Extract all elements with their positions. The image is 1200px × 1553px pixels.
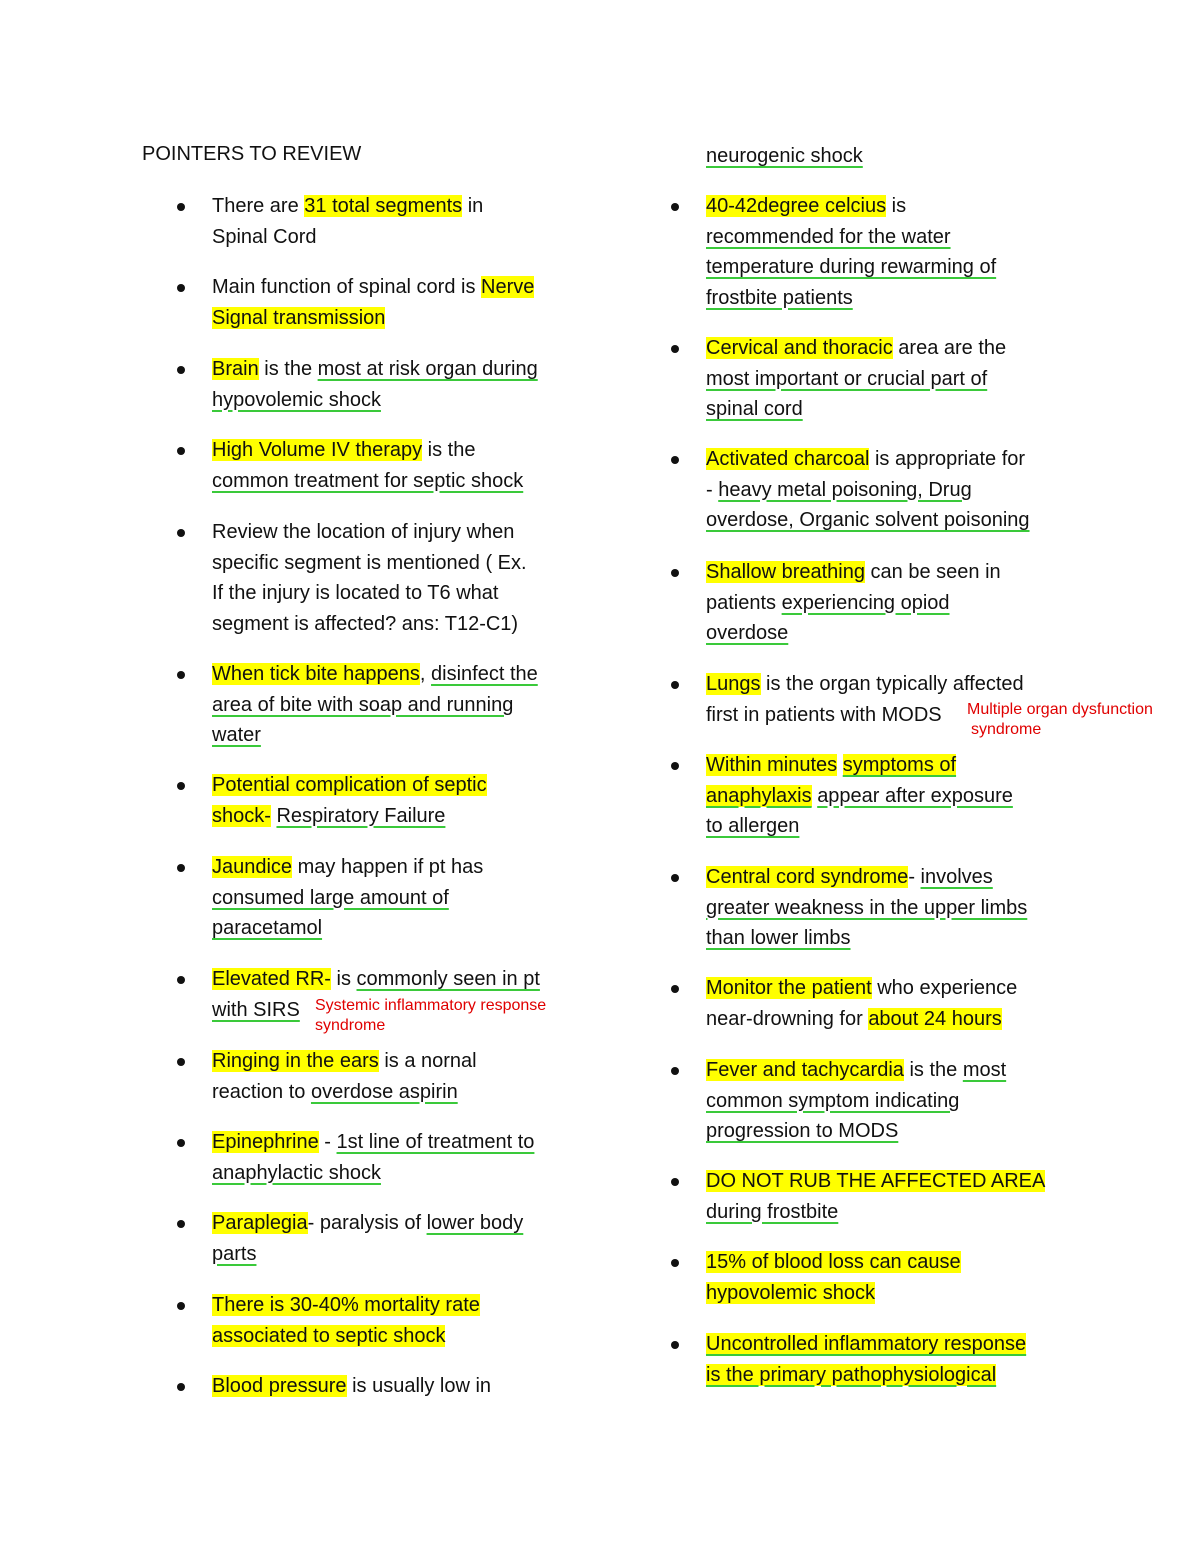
text: is bbox=[886, 195, 907, 217]
underlined-text: heavy metal poisoning, Drug bbox=[718, 478, 972, 501]
highlighted-text: Cervical and thoracic bbox=[706, 337, 893, 359]
underlined-text: overdose, Organic solvent poisoning bbox=[706, 509, 1030, 531]
highlighted-text: 40-42degree celcius bbox=[706, 195, 887, 217]
underlined-text: water bbox=[212, 724, 261, 746]
highlighted-text: Blood pressure bbox=[212, 1375, 347, 1397]
underlined-text: recommended for the water bbox=[706, 225, 951, 248]
highlighted-text: Central cord syndrome bbox=[706, 866, 909, 888]
list-item-line bbox=[212, 305, 385, 331]
highlighted-text: High Volume IV therapy bbox=[212, 439, 423, 461]
list-item-line bbox=[212, 274, 534, 300]
list-item-line bbox=[706, 193, 906, 219]
list-item-line bbox=[706, 1249, 961, 1275]
list-item-line bbox=[706, 1331, 1026, 1357]
text: area are the bbox=[892, 337, 1007, 359]
underlined-text: parts bbox=[212, 1242, 257, 1265]
underlined-text: area of bite with soap and running bbox=[212, 693, 514, 716]
bullet-icon bbox=[177, 782, 185, 790]
bullet-icon bbox=[177, 366, 185, 374]
highlighted-text: Activated charcoal bbox=[706, 448, 870, 470]
annotation-note: Systemic inflammatory response bbox=[315, 997, 547, 1014]
bullet-icon bbox=[671, 681, 679, 689]
list-item-line bbox=[212, 437, 475, 463]
list-item-line bbox=[706, 925, 851, 951]
annotation-note: syndrome bbox=[315, 1017, 386, 1034]
bullet-icon bbox=[671, 985, 679, 993]
list-item-line bbox=[706, 813, 799, 839]
text: may happen if pt has bbox=[292, 856, 484, 878]
list-item-line bbox=[212, 661, 538, 687]
text: is the organ typically affected bbox=[760, 673, 1024, 695]
underlined-text: appear after exposure bbox=[817, 784, 1013, 807]
list-item-line bbox=[706, 143, 863, 169]
bullet-icon bbox=[671, 456, 679, 464]
bullet-icon bbox=[177, 529, 185, 537]
underlined-text: greater weakness in the upper limbs bbox=[706, 896, 1028, 919]
text: is the bbox=[422, 439, 476, 461]
text: in bbox=[462, 195, 484, 217]
bullet-icon bbox=[177, 864, 185, 872]
text: first in patients with MODS bbox=[706, 703, 942, 726]
underlined-text: most at risk organ during bbox=[317, 358, 538, 380]
bullet-icon bbox=[671, 569, 679, 577]
annotation-note: syndrome bbox=[971, 721, 1042, 738]
list-item-line bbox=[706, 285, 853, 311]
highlighted-text: Brain bbox=[212, 358, 259, 380]
underlined-text: with SIRS bbox=[212, 998, 300, 1021]
text: is a nornal bbox=[378, 1050, 477, 1072]
bullet-icon bbox=[671, 762, 679, 770]
list-item-line bbox=[706, 507, 1030, 533]
list-item-line bbox=[706, 895, 1027, 921]
list-item-line bbox=[212, 611, 518, 637]
list-item-line bbox=[706, 366, 987, 392]
bullet-icon bbox=[177, 1302, 185, 1310]
highlighted-text: Nerve bbox=[481, 276, 535, 298]
underlined-text: 1st line of treatment to bbox=[336, 1131, 535, 1153]
list-item-line bbox=[706, 1199, 838, 1225]
underlined-text: neurogenic shock bbox=[706, 145, 863, 167]
text: patients bbox=[706, 591, 782, 614]
text: who experience bbox=[871, 977, 1018, 999]
text: If the injury is located to T6 what bbox=[212, 582, 499, 604]
underlined-text: progression to MODS bbox=[706, 1120, 899, 1142]
underlined-text: involves bbox=[920, 866, 993, 888]
list-item-line bbox=[706, 254, 996, 280]
list-item-line bbox=[212, 966, 540, 992]
underlined-text: common treatment for septic shock bbox=[212, 469, 524, 492]
highlighted-text: Potential complication of septic bbox=[212, 774, 487, 796]
page-title: POINTERS TO REVIEW bbox=[142, 143, 362, 165]
underlined-text: overdose aspirin bbox=[310, 1080, 458, 1103]
highlighted-text: Within minutes bbox=[706, 754, 838, 776]
list-item-line bbox=[706, 590, 950, 616]
highlighted-text: Ringing in the ears bbox=[212, 1050, 379, 1072]
highlighted-text: When tick bite happens bbox=[212, 663, 420, 685]
underlined-text: than lower limbs bbox=[706, 927, 851, 949]
bullet-icon bbox=[177, 671, 185, 679]
bullet-icon bbox=[177, 1139, 185, 1147]
list-item-line bbox=[212, 1292, 480, 1318]
underlined-text: disinfect the bbox=[431, 663, 538, 685]
list-item-line bbox=[706, 671, 1024, 697]
list-item-line bbox=[706, 477, 972, 503]
text: Main function of spinal cord is bbox=[212, 276, 482, 298]
list-item-line bbox=[706, 620, 788, 646]
highlighted-text: symptoms of bbox=[842, 754, 957, 776]
text: Review the location of injury when bbox=[212, 521, 515, 543]
text: reaction to bbox=[212, 1080, 311, 1103]
underlined-text: frostbite patients bbox=[706, 286, 853, 309]
underlined-text: experiencing opiod bbox=[781, 591, 950, 614]
list-item-line bbox=[212, 1373, 491, 1399]
highlighted-text: hypovolemic shock bbox=[706, 1281, 875, 1304]
list-item-line bbox=[706, 1088, 959, 1114]
list-item-line bbox=[706, 1280, 875, 1306]
list-item-line bbox=[212, 692, 513, 718]
list-item-line bbox=[212, 772, 487, 798]
text: - bbox=[318, 1131, 337, 1153]
list-item-line bbox=[212, 550, 527, 576]
text: is appropriate for bbox=[869, 448, 1026, 470]
highlighted-text: associated to septic shock bbox=[212, 1324, 446, 1347]
list-item-line bbox=[706, 1362, 996, 1388]
text: is the bbox=[258, 358, 318, 380]
list-item-line bbox=[212, 1323, 445, 1349]
highlighted-text: Epinephrine bbox=[212, 1131, 319, 1153]
list-item-line bbox=[706, 335, 1006, 361]
highlighted-text: Paraplegia bbox=[212, 1212, 308, 1234]
highlighted-text: Elevated RR- bbox=[212, 968, 331, 990]
highlighted-text: Jaundice bbox=[212, 856, 293, 878]
list-item-line bbox=[706, 559, 1001, 585]
list-item-line bbox=[706, 446, 1025, 472]
bullet-icon bbox=[671, 874, 679, 882]
underlined-text: lower body bbox=[426, 1212, 524, 1234]
underlined-text: hypovolemic shock bbox=[212, 388, 381, 411]
underlined-text: common symptom indicating bbox=[706, 1089, 960, 1112]
underlined-text: during frostbite bbox=[706, 1200, 839, 1223]
text: can be seen in bbox=[865, 561, 1001, 583]
highlighted-text: Shallow breathing bbox=[706, 561, 865, 583]
text: There are bbox=[212, 195, 305, 217]
list-item-line bbox=[212, 803, 445, 829]
list-item-line bbox=[212, 722, 261, 748]
bullet-icon bbox=[671, 1178, 679, 1186]
highlighted-text: Lungs bbox=[706, 673, 761, 695]
text: is bbox=[330, 968, 357, 990]
bullet-icon bbox=[671, 1259, 679, 1267]
bullet-icon bbox=[177, 203, 185, 211]
text: is the bbox=[903, 1059, 963, 1081]
underlined-text: most important or crucial part of bbox=[706, 367, 988, 390]
highlighted-text: shock- bbox=[212, 804, 271, 827]
list-item-line bbox=[212, 1210, 523, 1236]
list-item-line bbox=[212, 1129, 534, 1155]
underlined-text: spinal cord bbox=[706, 398, 803, 420]
underlined-text: Respiratory Failure bbox=[276, 804, 446, 827]
list-item-line bbox=[706, 783, 1013, 809]
text: specific segment is mentioned ( Ex. bbox=[212, 551, 527, 574]
text: is usually low in bbox=[346, 1375, 492, 1397]
list-item-line bbox=[212, 915, 322, 941]
underlined-text: most bbox=[962, 1059, 1007, 1081]
text bbox=[837, 754, 843, 776]
list-item-line bbox=[212, 387, 381, 413]
list-item-line bbox=[212, 580, 498, 606]
highlighted-text: 15% of blood loss can cause bbox=[706, 1251, 961, 1273]
bullet-icon bbox=[177, 1220, 185, 1228]
highlighted-text: Fever and tachycardia bbox=[706, 1059, 904, 1081]
text: near-drowning for bbox=[706, 1007, 869, 1030]
list-item-line bbox=[706, 224, 951, 250]
list-item-line bbox=[706, 975, 1017, 1001]
bullet-icon bbox=[671, 345, 679, 353]
bullet-icon bbox=[671, 1341, 679, 1349]
text: segment is affected? ans: T12-C1) bbox=[212, 612, 519, 635]
list-item-line bbox=[212, 519, 514, 545]
list-item-line bbox=[706, 1118, 898, 1144]
highlighted-text: 31 total segments bbox=[304, 195, 463, 217]
underlined-text: anaphylactic shock bbox=[212, 1161, 381, 1184]
highlighted-text: Uncontrolled inflammatory response bbox=[706, 1333, 1027, 1355]
underlined-text: temperature during rewarming of bbox=[706, 256, 997, 278]
list-item-line bbox=[212, 1048, 477, 1074]
text: - bbox=[706, 478, 719, 501]
text: - paralysis of bbox=[307, 1212, 427, 1234]
bullet-icon bbox=[177, 1058, 185, 1066]
list-item-line bbox=[212, 1079, 458, 1105]
underlined-text: overdose bbox=[706, 622, 789, 644]
underlined-text: commonly seen in pt bbox=[356, 968, 540, 990]
bullet-icon bbox=[177, 284, 185, 292]
highlighted-text: anaphylaxis bbox=[706, 784, 812, 807]
highlighted-text: Monitor the patient bbox=[706, 977, 872, 999]
underlined-text: to allergen bbox=[706, 815, 800, 837]
list-item-line bbox=[212, 1241, 256, 1267]
highlighted-text: is the primary pathophysiological bbox=[706, 1363, 997, 1386]
highlighted-text: DO NOT RUB THE AFFECTED AREA bbox=[706, 1170, 1046, 1192]
list-item-line bbox=[212, 468, 523, 494]
underlined-text: consumed large amount of bbox=[212, 886, 449, 909]
list-item-line bbox=[706, 1168, 1045, 1194]
underlined-text: paracetamol bbox=[212, 917, 323, 939]
text: , bbox=[419, 663, 432, 685]
list-item-line bbox=[706, 752, 956, 778]
annotation-note: Multiple organ dysfunction bbox=[967, 701, 1153, 718]
list-item-line bbox=[212, 854, 483, 880]
bullet-icon bbox=[671, 203, 679, 211]
bullet-icon bbox=[177, 447, 185, 455]
highlighted-text: about 24 hours bbox=[868, 1007, 1002, 1030]
bullet-icon bbox=[671, 1067, 679, 1075]
list-item-line bbox=[706, 702, 942, 728]
highlighted-text: Signal transmission bbox=[212, 306, 386, 329]
list-item-line bbox=[212, 356, 538, 382]
list-item-line bbox=[706, 396, 803, 422]
text: - bbox=[908, 866, 921, 888]
list-item-line bbox=[212, 997, 300, 1023]
list-item-line bbox=[212, 224, 317, 250]
bullet-icon bbox=[177, 976, 185, 984]
list-item-line bbox=[706, 1006, 1002, 1032]
list-item-line bbox=[212, 193, 483, 219]
text: Spinal Cord bbox=[212, 225, 317, 248]
list-item-line bbox=[706, 1057, 1006, 1083]
list-item-line bbox=[706, 864, 993, 890]
list-item-line bbox=[212, 1160, 381, 1186]
list-item-line bbox=[212, 885, 449, 911]
highlighted-text: There is 30-40% mortality rate bbox=[212, 1294, 480, 1316]
bullet-icon bbox=[177, 1383, 185, 1391]
